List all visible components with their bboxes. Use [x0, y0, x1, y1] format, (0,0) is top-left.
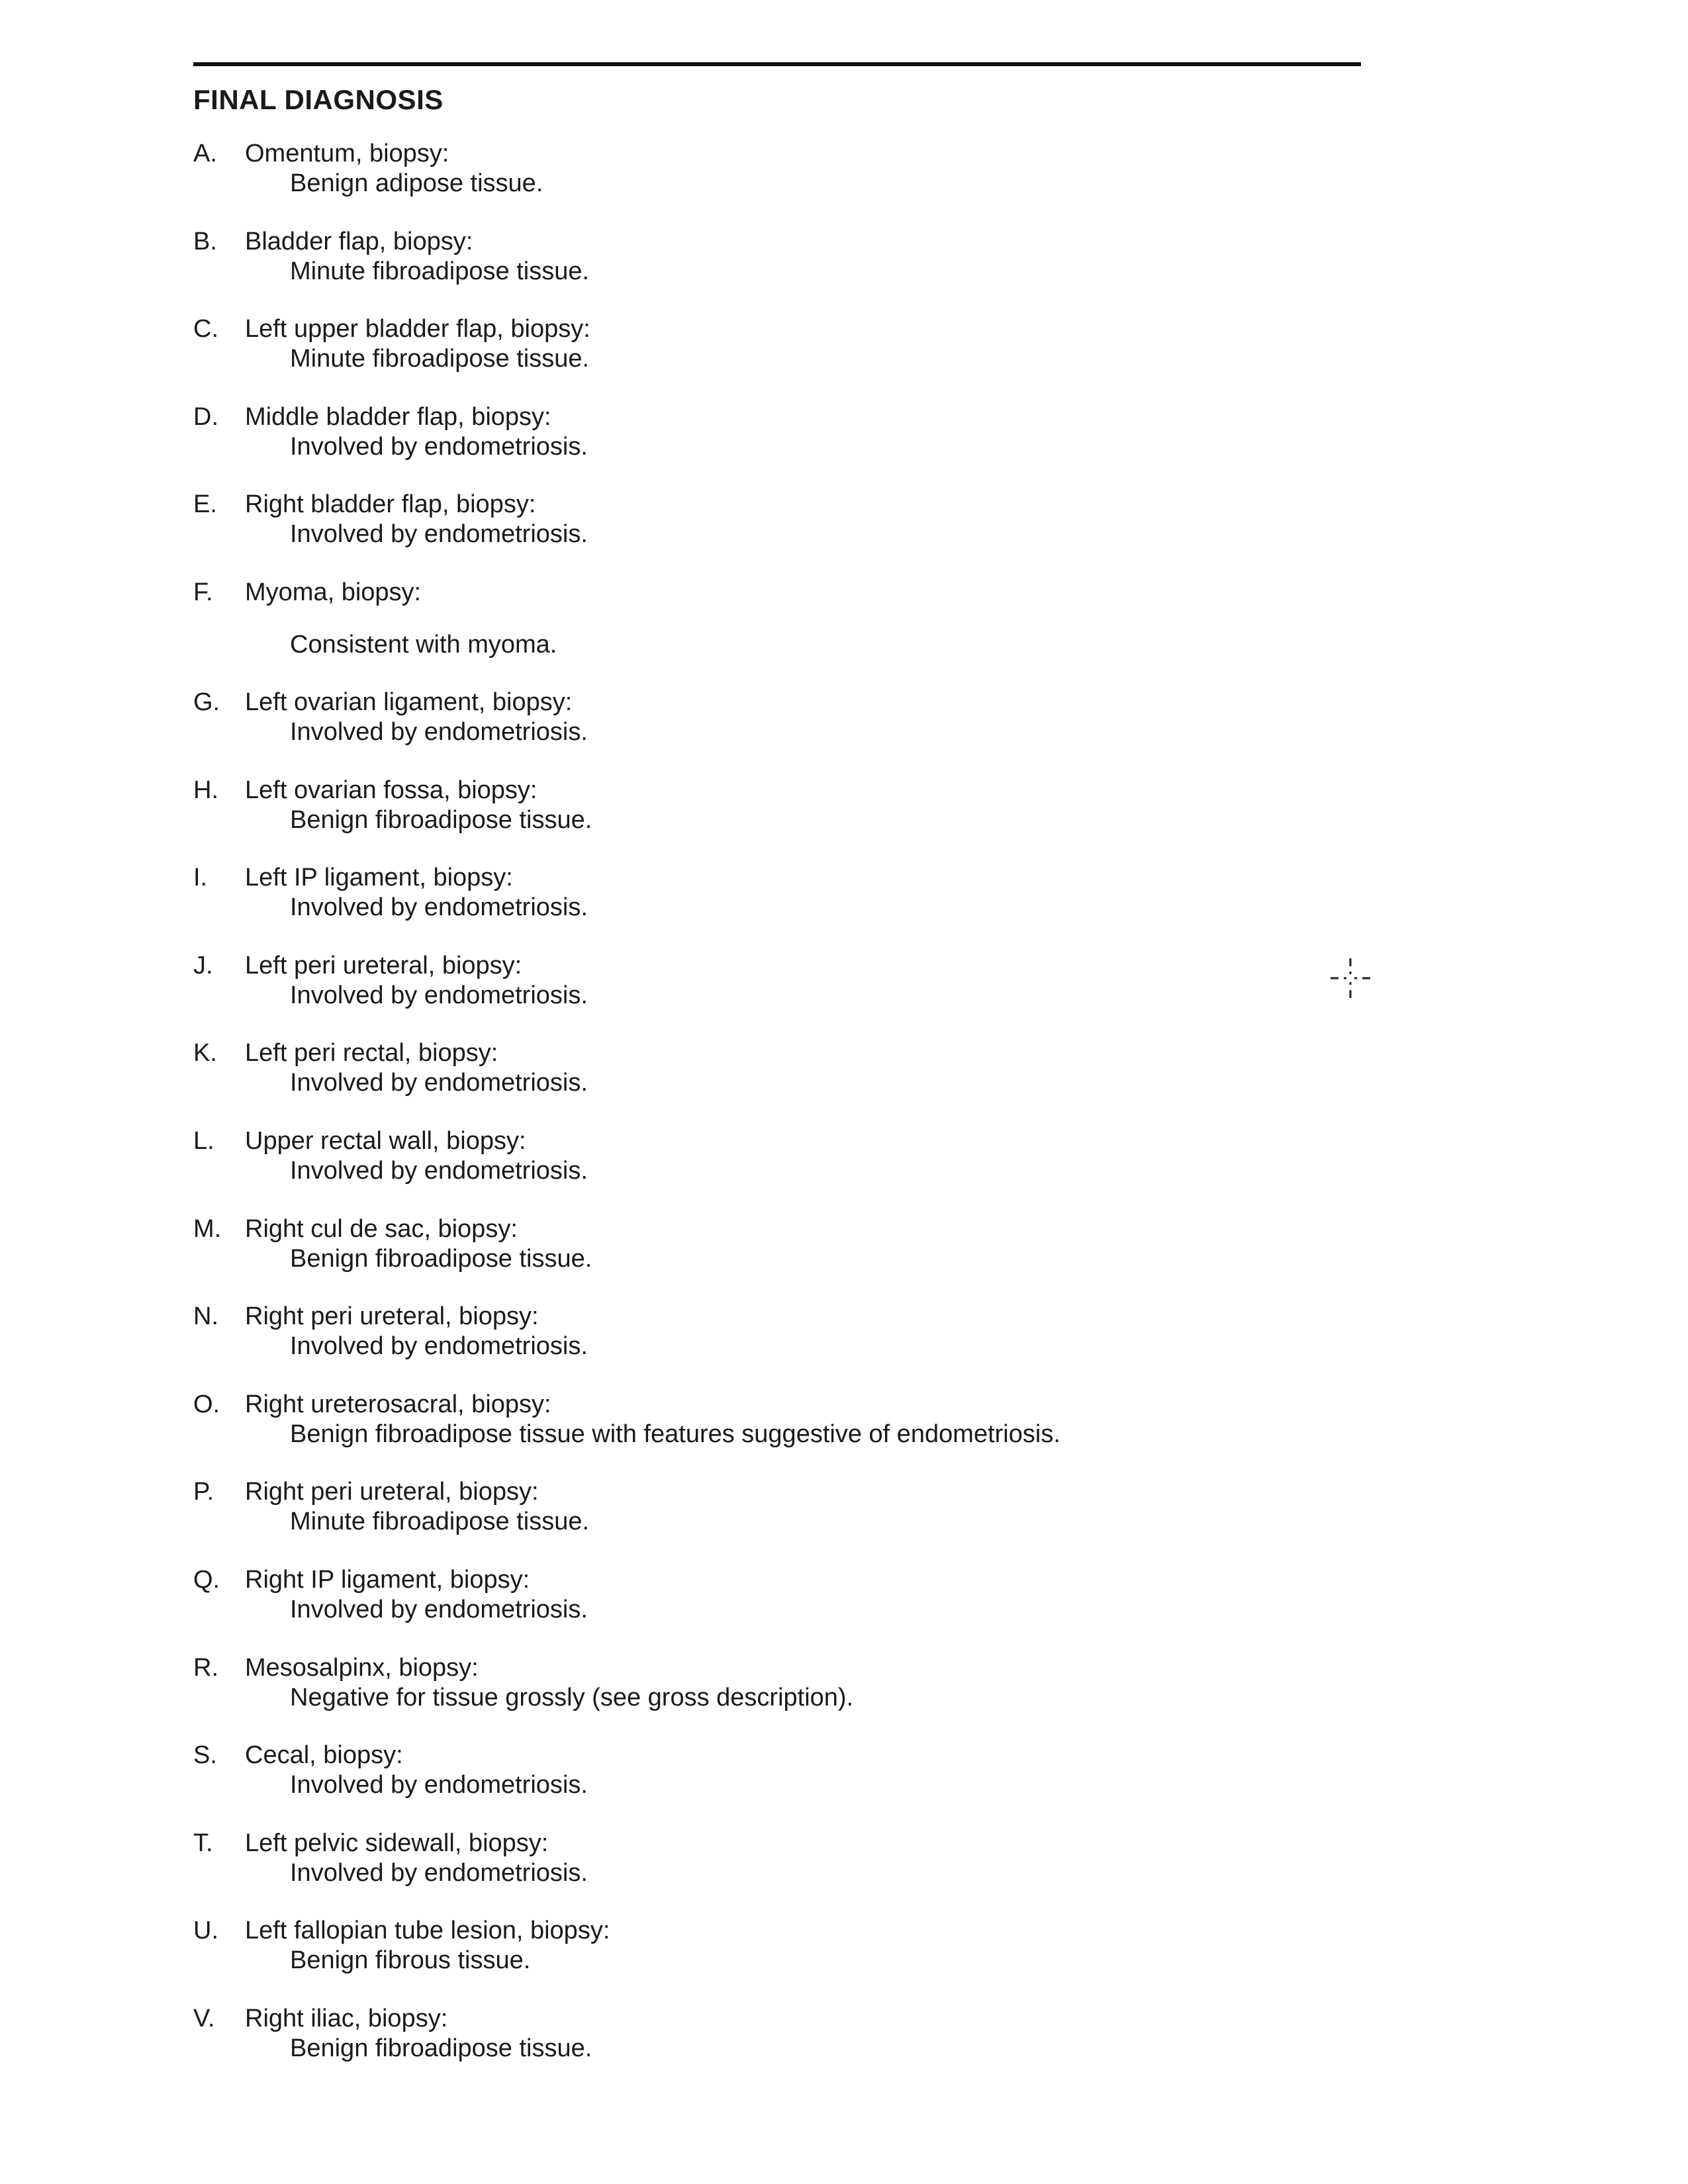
diagnosis-result: Involved by endometriosis. [290, 1156, 588, 1185]
diagnosis-result: Benign fibroadipose tissue. [290, 2034, 592, 2062]
entry-letter: R. [193, 1653, 218, 1682]
specimen-label: Right peri ureteral, biopsy: [245, 1478, 539, 1506]
diagnosis-result: Minute fibroadipose tissue. [290, 345, 590, 373]
specimen-line [193, 314, 1361, 344]
diagnosis-entry [193, 139, 1361, 227]
specimen-label: Mesosalpinx, biopsy: [245, 1653, 479, 1682]
diagnosis-entry [193, 1477, 1361, 1565]
specimen-line [193, 490, 1361, 520]
diagnosis-entry [193, 1565, 1361, 1653]
diagnosis-result: Involved by endometriosis. [290, 1332, 588, 1361]
diagnosis-result: Benign fibroadipose tissue. [290, 805, 592, 834]
entry-letter: O. [193, 1390, 220, 1418]
diagnosis-result: Involved by endometriosis. [290, 717, 588, 746]
entry-letter: L. [193, 1126, 214, 1155]
specimen-label: Right iliac, biopsy: [245, 2004, 448, 2032]
diagnosis-result: Benign fibroadipose tissue. [290, 1244, 592, 1273]
entry-letter: S. [193, 1741, 217, 1770]
entry-letter: C. [193, 315, 218, 343]
diagnosis-entry [193, 1126, 1361, 1214]
diagnosis-entry [193, 2004, 1361, 2092]
specimen-line [193, 688, 1361, 717]
specimen-line [193, 1477, 1361, 1507]
specimen-line [193, 1214, 1361, 1244]
specimen-line [193, 2004, 1361, 2034]
diagnosis-result: Benign adipose tissue. [290, 169, 543, 197]
specimen-line [193, 1565, 1361, 1595]
entry-letter: T. [193, 1829, 213, 1857]
specimen-label: Left upper bladder flap, biopsy: [245, 315, 590, 343]
diagnosis-result: Minute fibroadipose tissue. [290, 1508, 590, 1536]
specimen-line [193, 1390, 1361, 1420]
entry-letter: J. [193, 951, 213, 979]
specimen-line [193, 863, 1361, 893]
specimen-line [193, 578, 1361, 608]
diagnosis-entry [193, 1829, 1361, 1917]
specimen-label: Myoma, biopsy: [245, 578, 422, 606]
specimen-label: Omentum, biopsy: [245, 140, 449, 167]
specimen-label: Left fallopian tube lesion, biopsy: [245, 1917, 610, 1945]
diagnosis-entry [193, 951, 1361, 1039]
diagnosis-entry [193, 1916, 1361, 2004]
specimen-label: Cecal, biopsy: [245, 1741, 403, 1770]
diagnosis-entry [193, 1302, 1361, 1390]
specimen-line [193, 1829, 1361, 1858]
diagnosis-entry [193, 314, 1361, 402]
specimen-line [193, 1126, 1361, 1156]
specimen-line [193, 402, 1361, 432]
section-heading: FINAL DIAGNOSIS [193, 84, 444, 115]
diagnosis-entry [193, 688, 1361, 776]
entry-letter: P. [193, 1478, 214, 1506]
crosshair-cursor-icon [1329, 957, 1372, 999]
diagnosis-entry [193, 227, 1361, 315]
specimen-label: Right IP ligament, biopsy: [245, 1565, 530, 1594]
specimen-label: Left peri rectal, biopsy: [245, 1039, 498, 1068]
diagnosis-result: Consistent with myoma. [290, 630, 557, 659]
specimen-label: Right peri ureteral, biopsy: [245, 1302, 539, 1331]
diagnosis-result: Involved by endometriosis. [290, 520, 588, 549]
diagnosis-result: Involved by endometriosis. [290, 1858, 588, 1887]
top-rule [193, 62, 1361, 66]
specimen-line [193, 951, 1361, 981]
specimen-label: Middle bladder flap, biopsy: [245, 402, 551, 431]
diagnosis-entry [193, 863, 1361, 951]
specimen-label: Bladder flap, biopsy: [245, 227, 473, 255]
entry-letter: H. [193, 776, 218, 804]
entry-letter: A. [193, 140, 217, 167]
diagnosis-entry [193, 776, 1361, 864]
entry-letter: Q. [193, 1565, 220, 1594]
specimen-line [193, 227, 1361, 257]
specimen-label: Upper rectal wall, biopsy: [245, 1126, 526, 1155]
diagnosis-result: Involved by endometriosis. [290, 893, 588, 922]
specimen-line [193, 1302, 1361, 1332]
specimen-line [193, 139, 1361, 169]
entry-letter: E. [193, 490, 217, 519]
specimen-label: Right ureterosacral, biopsy: [245, 1390, 551, 1418]
diagnosis-result: Involved by endometriosis. [290, 1069, 588, 1097]
specimen-line [193, 1916, 1361, 1946]
diagnosis-result: Benign fibrous tissue. [290, 1946, 531, 1975]
document-page [193, 62, 1361, 2091]
specimen-label: Left ovarian ligament, biopsy: [245, 688, 573, 716]
diagnosis-result: Negative for tissue grossly (see gross description). [290, 1683, 854, 1711]
entry-letter: V. [193, 2004, 215, 2032]
specimen-label: Right bladder flap, biopsy: [245, 490, 536, 519]
diagnosis-entry [193, 1214, 1361, 1302]
specimen-label: Left pelvic sidewall, biopsy: [245, 1829, 549, 1857]
entry-letter: K. [193, 1039, 217, 1068]
entry-letter: U. [193, 1917, 218, 1945]
diagnosis-entry [193, 490, 1361, 578]
diagnosis-entry [193, 578, 1361, 688]
specimen-label: Left peri ureteral, biopsy: [245, 951, 522, 979]
specimen-label: Left IP ligament, biopsy: [245, 864, 513, 892]
diagnosis-entry [193, 1741, 1361, 1829]
diagnosis-result: Involved by endometriosis. [290, 1771, 588, 1799]
entry-letter: N. [193, 1302, 218, 1331]
diagnosis-entry [193, 1038, 1361, 1126]
specimen-line [193, 1741, 1361, 1770]
diagnosis-entry [193, 1653, 1361, 1741]
diagnosis-result: Involved by endometriosis. [290, 432, 588, 461]
specimen-line [193, 1653, 1361, 1683]
entry-letter: G. [193, 688, 220, 716]
diagnosis-result: Minute fibroadipose tissue. [290, 257, 590, 285]
entry-letter: F. [193, 578, 213, 606]
entry-letter: B. [193, 227, 217, 255]
diagnosis-entry [193, 402, 1361, 490]
entry-letter: I. [193, 864, 208, 892]
specimen-line [193, 776, 1361, 805]
specimen-label: Right cul de sac, biopsy: [245, 1214, 518, 1243]
specimen-line [193, 1038, 1361, 1068]
diagnosis-result: Benign fibroadipose tissue with features suggestive of endometriosis. [290, 1420, 1060, 1448]
diagnosis-result: Involved by endometriosis. [290, 981, 588, 1009]
entry-letter: D. [193, 402, 218, 431]
entry-letter: M. [193, 1214, 222, 1243]
diagnosis-list [193, 139, 1361, 2091]
diagnosis-entry [193, 1390, 1361, 1478]
specimen-label: Left ovarian fossa, biopsy: [245, 776, 538, 804]
diagnosis-result: Involved by endometriosis. [290, 1595, 588, 1623]
